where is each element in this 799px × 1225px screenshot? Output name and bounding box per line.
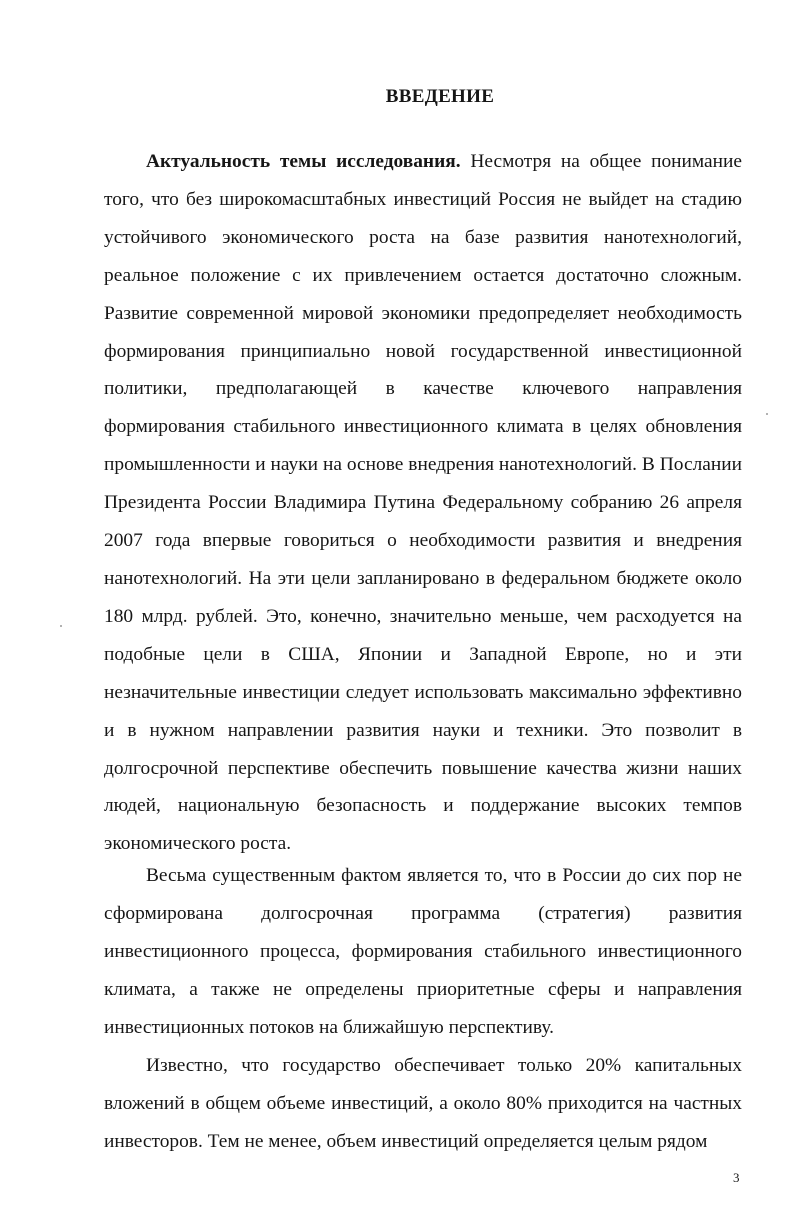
scan-speck	[60, 625, 62, 627]
paragraph-relevance	[104, 143, 742, 863]
paragraph-lead: Актуальность темы исследования.	[146, 151, 461, 172]
paragraph-strategy: Весьма существенным фактом является то, что в России до сих пор не сформирована долгосрочная программа (стратегия) развития инвестиционного процесса, формирования стабильного инвестиционного климата, а также не определены приоритетные сферы и направления инвестиционных потоков на ближайшую перспективу.	[104, 865, 742, 1038]
paragraph-investment-share: Известно, что государство обеспечивает только 20% капитальных вложений в общем объеме инвестиций, а около 80% приходится на частных инвесторов. Тем не менее, объем инвестиций определяется целым рядом	[104, 1055, 742, 1152]
scan-speck	[766, 413, 768, 415]
paragraph-text: Несмотря на общее понимание того, что без широкомасштабных инвестиций Россия не выйдет на стадию устойчивого экономического роста на базе развития нанотехнологий, реальное положение с их привлечением остается достаточно сложным. Развитие современной мировой экономики предопределяет необходимость формирования принципиально новой государственной инвестиционной политики, предполагающей в качестве ключевого направления формирования стабильного инвестиционного климата в целях обновления промышленности и науки на основе внедрения нанотехнологий. В Послании Президента России Владимира Путина Федеральному собранию 26 апреля 2007 года впервые говориться о необходимости развития и внедрения нанотехнологий. На эти цели запланировано в федеральном бюджете около 180 млрд. рублей. Это, конечно, значительно меньше, чем расходуется на подобные цели в США, Японии и Западной Европе, но и эти незначительные инвестиции следует использовать максимально эффективно и в нужном направлении развития науки и техники. Это позволит в долгосрочной перспективе обеспечить повышение качества жизни наших людей, национальную безопасность и поддержание высоких темпов экономического роста.	[104, 151, 743, 855]
page-number: 3	[733, 1170, 740, 1185]
section-heading: ВВЕДЕНИЕ	[385, 86, 495, 107]
